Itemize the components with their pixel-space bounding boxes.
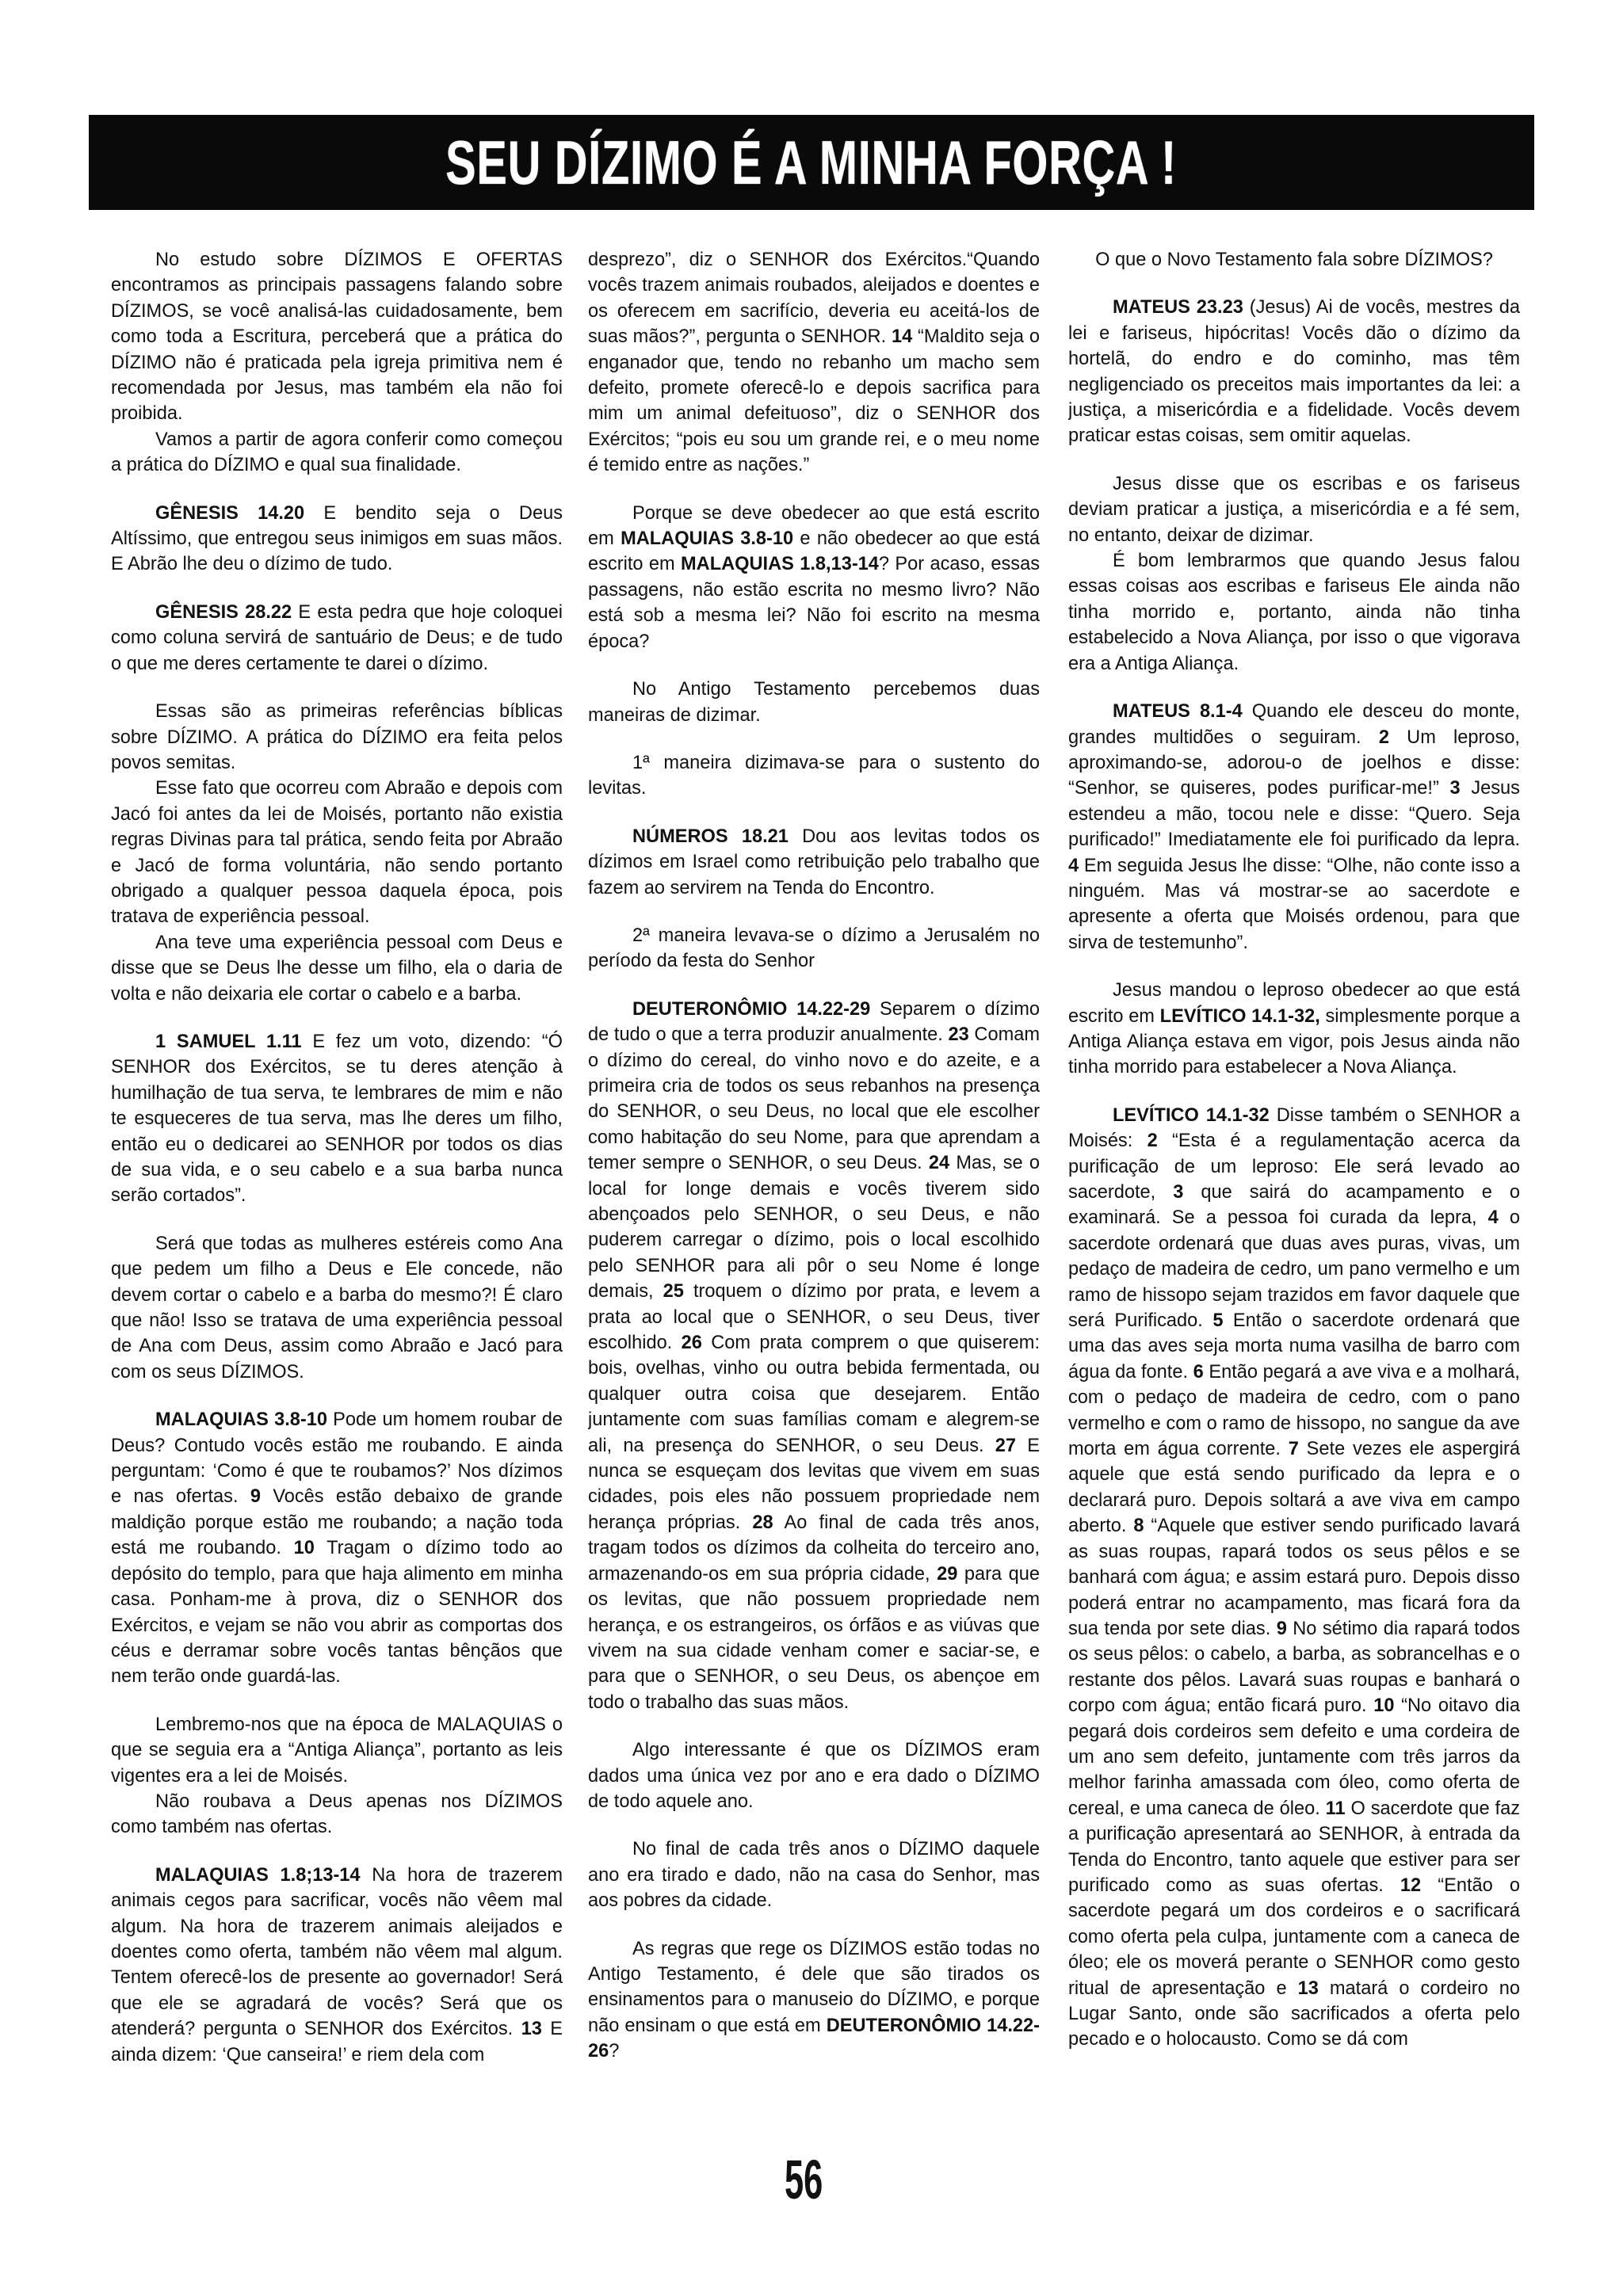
scripture-reference: MALAQUIAS 3.8-10: [155, 1409, 327, 1431]
page-title: SEU DÍZIMO É A MINHA FORÇA !: [445, 127, 1178, 197]
column-3: [1068, 247, 1520, 2180]
verse-number: 5: [1212, 1310, 1224, 1332]
paragraph: Essas são as primeiras referências bíblicas sobre DÍZIMO. A prática do DÍZIMO era feita pelos povos semitas.: [111, 701, 563, 773]
paragraph: 2ª maneira levava-se o dízimo a Jerusalém no período da festa do Senhor: [588, 925, 1040, 972]
column-1: [111, 247, 563, 2180]
verse-number: 23: [948, 1024, 969, 1046]
scripture-reference: GÊNESIS 14.20: [155, 502, 305, 524]
page-number: 56: [785, 2149, 823, 2210]
scripture-paragraph: GÊNESIS 14.20 E bendito seja o Deus Altíssimo, que entregou seus inimigos em suas mãos. E Abrão lhe deu o dízimo de tudo.: [111, 502, 563, 575]
paragraph: Lembremo-nos que na época de MALAQUIAS o que se seguia era a “Antiga Aliança”, portanto as leis vigentes era a lei de Moisés.: [111, 1714, 563, 1787]
paragraph: 1ª maneira dizimava-se para o sustento do levitas.: [588, 752, 1040, 799]
verse-number: 3: [1449, 778, 1461, 799]
scripture-reference: MALAQUIAS 3.8-10: [621, 528, 794, 550]
scripture-paragraph: GÊNESIS 28.22 E esta pedra que hoje coloquei como coluna servirá de santuário de Deus; e de tudo o que me deres certamente te darei o dízimo.: [111, 601, 563, 674]
scripture-paragraph: MALAQUIAS 1.8;13-14 Na hora de trazerem animais cegos para sacrificar, vocês não vêem mal algum. Na hora de trazerem animais aleijados e doentes como oferta, também não vêem mal algum. Tentem oferecê-los de presente ao governador! Será que ele se agradará de vocês? Será que os atenderá? pergunta o SENHOR dos Exércitos. 13 E ainda dizem: ‘Que canseira!’ e riem dela com: [111, 1864, 563, 2065]
verse-number: 6: [1193, 1361, 1204, 1383]
scripture-reference: GÊNESIS 28.22: [155, 601, 292, 623]
title-banner: [89, 115, 1534, 210]
scripture-paragraph: MATEUS 23.23 (Jesus) Ai de vocês, mestres da lei e fariseus, hipócritas! Vocês dão o dízimo da hortelã, do endro e do cominho, mas têm negligenciado os preceitos mais importantes da lei: a justiça, a misericórdia e a fidelidade. Vocês devem praticar estas coisas, sem omitir aquelas.: [1068, 297, 1520, 447]
paragraph: Jesus mandou o leproso obedecer ao que está escrito em LEVÍTICO 14.1-32, simplesmente porque a Antiga Aliança estava em vigor, pois Jesus ainda não tinha morrido para estabelecer a Nova Aliança.: [1068, 980, 1520, 1078]
verse-number: 4: [1487, 1207, 1499, 1229]
scripture-reference: LEVÍTICO 14.1-32,: [1159, 1005, 1320, 1027]
verse-number: 3: [1173, 1182, 1184, 1203]
verse-number: 4: [1068, 855, 1079, 876]
paragraph: As regras que rege os DÍZIMOS estão todas no Antigo Testamento, é dele que são tirados os ensinamentos para o manuseio do DÍZIMO, e porque não ensinam o que está em DEUTERONÔMIO 14.22-26?: [588, 1938, 1040, 2062]
paragraph: Algo interessante é que os DÍZIMOS eram dados uma única vez por ano e era dado o DÍZIMO de todo aquele ano.: [588, 1740, 1040, 1812]
scripture-reference: DEUTERONÔMIO 14.22-29: [632, 998, 871, 1020]
scripture-paragraph: desprezo”, diz o SENHOR dos Exércitos.“Quando vocês trazem animais roubados, aleijados e doentes e os oferecem em sacrifício, deveria eu aceitá-los de suas mãos?”, pergunta o SENHOR. 14 “Maldito seja o enganador que, tendo no rebanho um macho sem defeito, promete oferecê-lo e depois sacrifica para mim um animal defeituoso”, diz o SENHOR dos Exércitos; “pois eu sou um grande rei, e o meu nome é temido entre as nações.”: [588, 250, 1040, 476]
column-2: [588, 247, 1040, 2180]
scripture-reference: MALAQUIAS 1.8;13-14: [155, 1864, 361, 1886]
paragraph: Esse fato que ocorreu com Abraão e depois com Jacó foi antes da lei de Moisés, portanto não existia regras Divinas para tal prática, sendo feita por Abraão e Jacó de forma voluntária, não sendo portanto obrigado a qualquer pessoa daquela época, pois tratava de experiência pessoal.: [111, 778, 563, 928]
paragraph: Vamos a partir de agora conferir como começou a prática do DÍZIMO e qual sua finalidade.: [111, 429, 563, 476]
article-body: [111, 247, 1526, 2180]
scripture-reference: DEUTERONÔMIO 14.22-26: [588, 2015, 1040, 2062]
scripture-paragraph: MALAQUIAS 3.8-10 Pode um homem roubar de Deus? Contudo vocês estão me roubando. E ainda perguntam: ‘Como é que te roubamos?’ Nos dízimos e nas ofertas. 9 Vocês estão debaixo de grande maldição porque estão me roubando; a nação toda está me roubando. 10 Tragam o dízimo todo ao depósito do templo, para que haja alimento em minha casa. Ponham-me à prova, diz o SENHOR dos Exércitos, e vejam se não vou abrir as comportas dos céus e derramar sobre vocês tantas bênçãos que nem terão onde guardá-las.: [111, 1409, 563, 1688]
scripture-paragraph: NÚMEROS 18.21 Dou aos levitas todos os dízimos em Israel como retribuição pelo trabalho que fazem ao servirem na Tenda do Encontro.: [588, 826, 1040, 898]
verse-number: 9: [1276, 1618, 1287, 1639]
paragraph: Não roubava a Deus apenas nos DÍZIMOS como também nas ofertas.: [111, 1791, 563, 1838]
scripture-reference: MATEUS 8.1-4: [1113, 701, 1243, 723]
paragraph: Porque se deve obedecer ao que está escrito em MALAQUIAS 3.8-10 e não obedecer ao que está escrito em MALAQUIAS 1.8,13-14? Por acaso, essas passagens, não estão escrita no mesmo livro? Não está sob a mesma lei? Não foi escrito na mesma época?: [588, 502, 1040, 652]
verse-number: 10: [293, 1538, 315, 1559]
verse-number: 14: [891, 326, 913, 348]
scripture-paragraph: LEVÍTICO 14.1-32 Disse também o SENHOR a Moisés: 2 “Esta é a regulamentação acerca da purificação de um leproso: Ele será levado ao sacerdote, 3 que sairá do acampamento e o examinará. Se a pessoa foi curada da lepra, 4 o sacerdote ordenará que duas aves puras, vivas, um pedaço de madeira de cedro, um pano vermelho e um ramo de hissopo sejam trazidos em favor daquele que será Purificado. 5 Então o sacerdote ordenará que uma das aves seja morta numa vasilha de barro com água da fonte. 6 Então pegará a ave viva e a molhará, com o pedaço de madeira de cedro, com o pano vermelho e com o ramo de hissopo, no sangue da ave morta em água corrente. 7 Sete vezes ele aspergirá aquele que está sendo purificado da lepra e o declarará puro. Depois soltará a ave viva em campo aberto. 8 “Aquele que estiver sendo purificado lavará as suas roupas, rapará todos os seus pêlos e se banhará com água; e assim estará puro. Depois disso poderá entrar no acampamento, mas ficará fora da sua tenda por sete dias. 9 No sétimo dia rapará todos os seus pêlos: o cabelo, a barba, as sobrancelhas e o restante dos pêlos. Lavará suas roupas e banhará o corpo com água; então ficará puro. 10 “No oitavo dia pegará dois cordeiros sem defeito e uma cordeira de um ano sem defeito, juntamente com três jarros da melhor farinha amassada com óleo, como oferta de cereal, e uma caneca de óleo. 11 O sacerdote que faz a purificação apresentará ao SENHOR, à entrada da Tenda do Encontro, tanto aquele que estiver para ser purificado como as suas ofertas. 12 “Então o sacerdote pegará um dos cordeiros e o sacrificará como oferta pela culpa, juntamente com a caneca de óleo; ele os moverá perante o SENHOR como gesto ritual de apresentação e 13 matará o cordeiro no Lugar Santo, onde são sacrificados a oferta pelo pecado e o holocausto. Como se dá com: [1068, 1104, 1520, 2050]
paragraph: No final de cada três anos o DÍZIMO daquele ano era tirado e dado, não na casa do Senhor, mas aos pobres da cidade.: [588, 1839, 1040, 1912]
verse-number: 29: [937, 1563, 958, 1585]
section-question: O que o Novo Testamento fala sobre DÍZIMOS?: [1095, 250, 1493, 270]
verse-number: 12: [1400, 1875, 1422, 1896]
verse-number: 11: [1325, 1798, 1346, 1819]
paragraph: Será que todas as mulheres estéreis como Ana que pedem um filho a Deus e Ele concede, não devem cortar o cabelo e a barba do mesmo?! É claro que não! Isso se tratava de uma experiência pessoal de Ana com Deus, assim como Abraão e Jacó para com os seus DÍZIMOS.: [111, 1233, 563, 1383]
scripture-reference: MATEUS 23.23: [1113, 297, 1243, 318]
scripture-reference: NÚMEROS 18.21: [632, 826, 789, 847]
verse-number: 13: [521, 2019, 542, 2040]
verse-number: 10: [1373, 1695, 1395, 1717]
verse-number: 2: [1147, 1131, 1158, 1152]
paragraph: No Antigo Testamento percebemos duas maneiras de dizimar.: [588, 679, 1040, 726]
verse-number: 24: [928, 1153, 950, 1174]
verse-number: 27: [995, 1435, 1017, 1456]
verse-number: 26: [681, 1333, 702, 1354]
verse-number: 8: [1133, 1516, 1144, 1537]
scripture-reference: 1 SAMUEL 1.11: [155, 1031, 302, 1052]
paragraph: Ana teve uma experiência pessoal com Deus e disse que se Deus lhe desse um filho, ela o daria de volta e não deixaria ele cortar o cabelo e a barba.: [111, 932, 563, 1005]
scripture-paragraph: DEUTERONÔMIO 14.22-29 Separem o dízimo de tudo o que a terra produzir anualmente. 23 Comam o dízimo do cereal, do vinho novo e do azeite, e a primeira cria de todos os seus rebanhos na presença do SENHOR, o seu Deus, no local que ele escolher como habitação do seu Nome, para que aprendam a temer sempre o SENHOR, o seu Deus. 24 Mas, se o local for longe demais e vocês tiverem sido abençoados pelo SENHOR, o seu Deus, e não puderem carregar o dízimo, pois o local escolhido pelo SENHOR para ali pôr o seu Nome é longe demais, 25 troquem o dízimo por prata, e levem a prata ao local que o SENHOR, o seu Deus, tiver escolhido. 26 Com prata comprem o que quiserem: bois, ovelhas, vinho ou outra bebida fermentada, ou qualquer outra coisa que desejarem. Então juntamente com suas famílias comam e alegrem-se ali, na presença do SENHOR, o seu Deus. 27 E nunca se esqueçam dos levitas que vivem em suas cidades, pois eles não possuem propriedade nem herança próprias. 28 Ao final de cada três anos, tragam todos os dízimos da colheita do terceiro ano, armazenando-os em sua própria cidade, 29 para que os levitas, que não possuem propriedade nem herança, e os estrangeiros, os órfãos e as viúvas que vivem na sua cidade venham comer e saciar-se, e para que o SENHOR, o seu Deus, os abençoe em todo o trabalho das suas mãos.: [588, 998, 1040, 1713]
scripture-reference: MALAQUIAS 1.8,13-14: [681, 554, 879, 575]
scripture-reference: LEVÍTICO 14.1-32: [1113, 1104, 1270, 1126]
verse-number: 25: [663, 1281, 684, 1302]
verse-number: 28: [752, 1512, 773, 1533]
verse-number: 7: [1288, 1439, 1299, 1460]
paragraph: No estudo sobre DÍZIMOS E OFERTAS encontramos as principais passagens falando sobre DÍZIMOS, se você analisá-las cuidadosamente, bem como toda a Escritura, perceberá que a prática do DÍZIMO não é praticada pela igreja primitiva nem é recomendada por Jesus, mas também ela não foi proibida.: [111, 250, 563, 425]
paragraph: É bom lembrarmos que quando Jesus falou essas coisas aos escribas e fariseus Ele ainda não tinha morrido e, portanto, ainda não tinha estabelecido a Nova Aliança, por isso o que vigorava era a Antiga Aliança.: [1068, 551, 1520, 674]
scripture-paragraph: MATEUS 8.1-4 Quando ele desceu do monte, grandes multidões o seguiram. 2 Um leproso, aproximando-se, adorou-o de joelhos e disse: “Senhor, se quiseres, podes purificar-me!” 3 Jesus estendeu a mão, tocou nele e disse: “Quero. Seja purificado!” Imediatamente ele foi purificado da lepra. 4 Em seguida Jesus lhe disse: “Olhe, não conte isso a ninguém. Mas vá mostrar-se ao sacerdote e apresente a oferta que Moisés ordenou, para que sirva de testemunho”.: [1068, 701, 1520, 953]
paragraph: Jesus disse que os escribas e os fariseus deviam praticar a justiça, a misericórdia e a fé sem, no entanto, deixar de dizimar.: [1068, 473, 1520, 546]
verse-number: 13: [1297, 1978, 1319, 1999]
verse-number: 2: [1378, 727, 1389, 748]
scripture-paragraph: 1 SAMUEL 1.11 E fez um voto, dizendo: “Ó SENHOR dos Exércitos, se tu deres atenção à humilhação de tua serva, te lembrares de mim e não te esqueceres de tua serva, mas lhe deres um filho, então eu o dedicarei ao SENHOR por todos os dias de sua vida, e o seu cabelo e a sua barba nunca serão cortados”.: [111, 1031, 563, 1207]
verse-number: 9: [250, 1486, 261, 1508]
